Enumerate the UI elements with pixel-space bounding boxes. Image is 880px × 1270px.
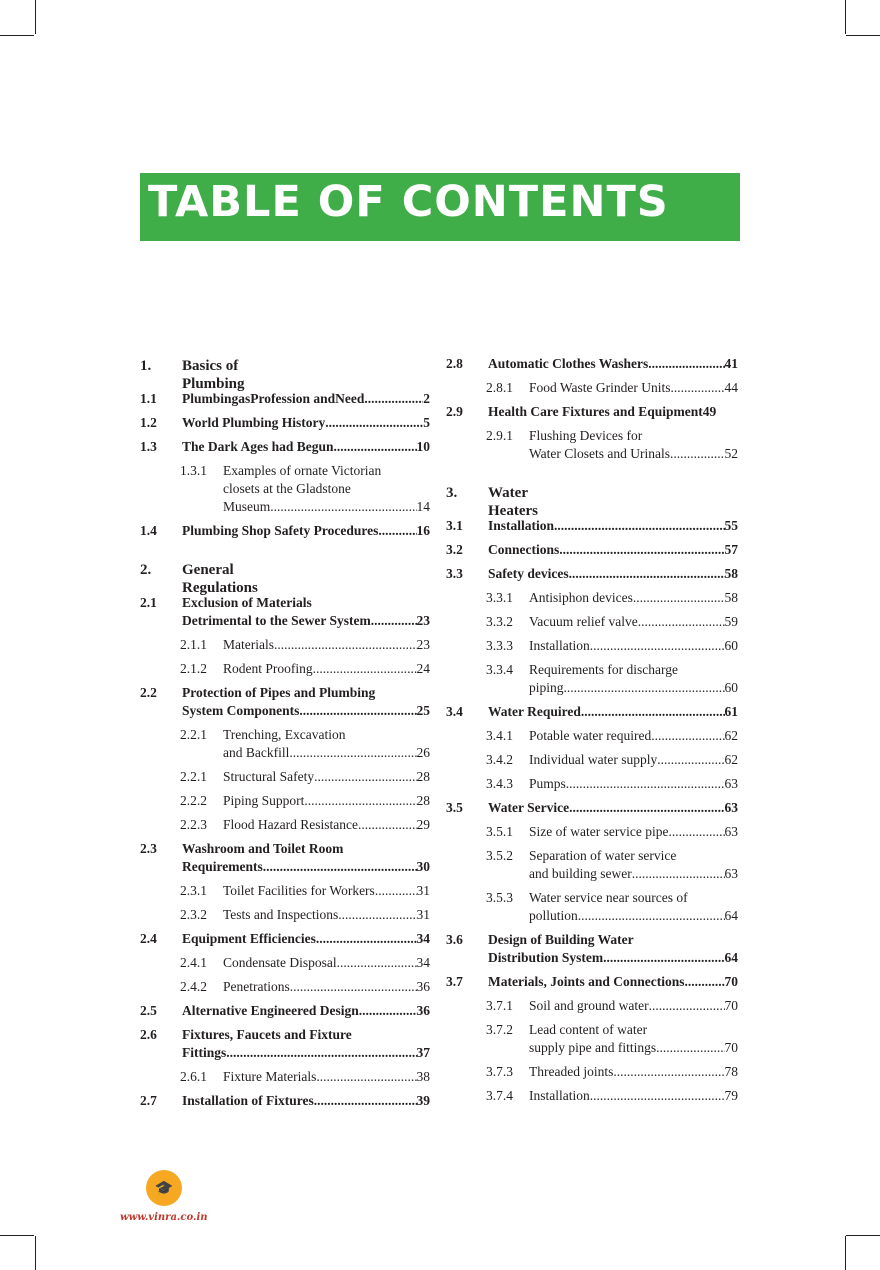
crop-mark bbox=[846, 35, 880, 36]
page-title: TABLE OF CONTENTS bbox=[148, 177, 669, 227]
crop-mark bbox=[0, 35, 34, 36]
website-link[interactable]: www.vinra.co.in bbox=[120, 1212, 208, 1223]
crop-mark bbox=[35, 1236, 36, 1270]
crop-mark bbox=[845, 1236, 846, 1270]
crop-mark bbox=[846, 1235, 880, 1236]
crop-mark bbox=[35, 0, 36, 34]
title-banner bbox=[140, 173, 740, 241]
graduation-cap-icon: 🎓 bbox=[146, 1170, 182, 1206]
crop-mark bbox=[845, 0, 846, 34]
crop-mark bbox=[0, 1235, 34, 1236]
